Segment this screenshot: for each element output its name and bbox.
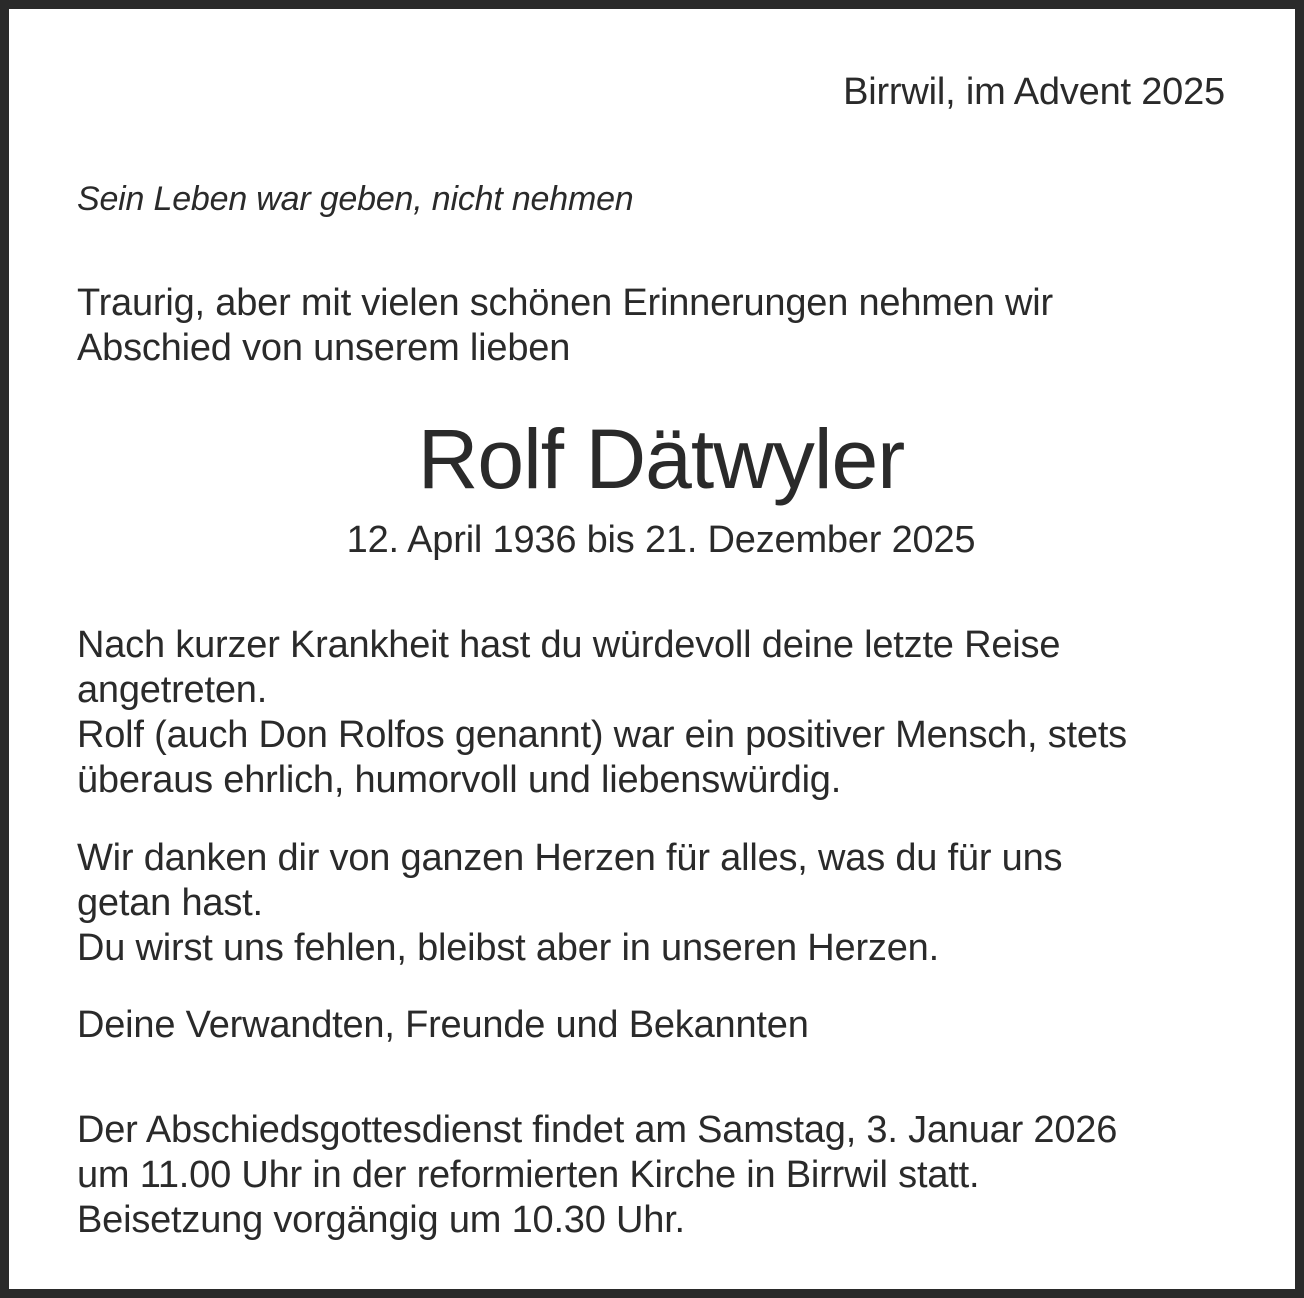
paragraph-line: angetreten. bbox=[77, 669, 268, 711]
paragraph-line: Nach kurzer Krankheit hast du würdevoll deine letzte Reise bbox=[77, 624, 1061, 666]
service-line: um 11.00 Uhr in der reformierten Kirche in Birrwil statt. bbox=[77, 1154, 980, 1196]
paragraph-line: Du wirst uns fehlen, bleibst aber in unseren Herzen. bbox=[77, 927, 939, 969]
life-dates: 12. April 1936 bis 21. Dezember 2025 bbox=[346, 519, 976, 561]
paragraph-line: Wir danken dir von ganzen Herzen für alles, was du für uns bbox=[77, 837, 1063, 879]
signature: Deine Verwandten, Freunde und Bekannten bbox=[77, 1004, 809, 1046]
place-date: Birrwil, im Advent 2025 bbox=[843, 71, 1225, 113]
service-line: Der Abschiedsgottesdienst findet am Samstag, 3. Januar 2026 bbox=[77, 1109, 1118, 1151]
paragraph-line: getan hast. bbox=[77, 882, 263, 924]
deceased-name: Rolf Dätwyler bbox=[417, 412, 905, 506]
service-line: Beisetzung vorgängig um 10.30 Uhr. bbox=[77, 1199, 685, 1241]
paragraph-line: Rolf (auch Don Rolfos genannt) war ein positiver Mensch, stets bbox=[77, 714, 1127, 756]
paragraph-line: überaus ehrlich, humorvoll und liebenswürdig. bbox=[77, 759, 842, 801]
intro-line: Abschied von unserem lieben bbox=[77, 327, 571, 369]
motto: Sein Leben war geben, nicht nehmen bbox=[77, 180, 634, 218]
intro-line: Traurig, aber mit vielen schönen Erinnerungen nehmen wir bbox=[77, 282, 1053, 324]
